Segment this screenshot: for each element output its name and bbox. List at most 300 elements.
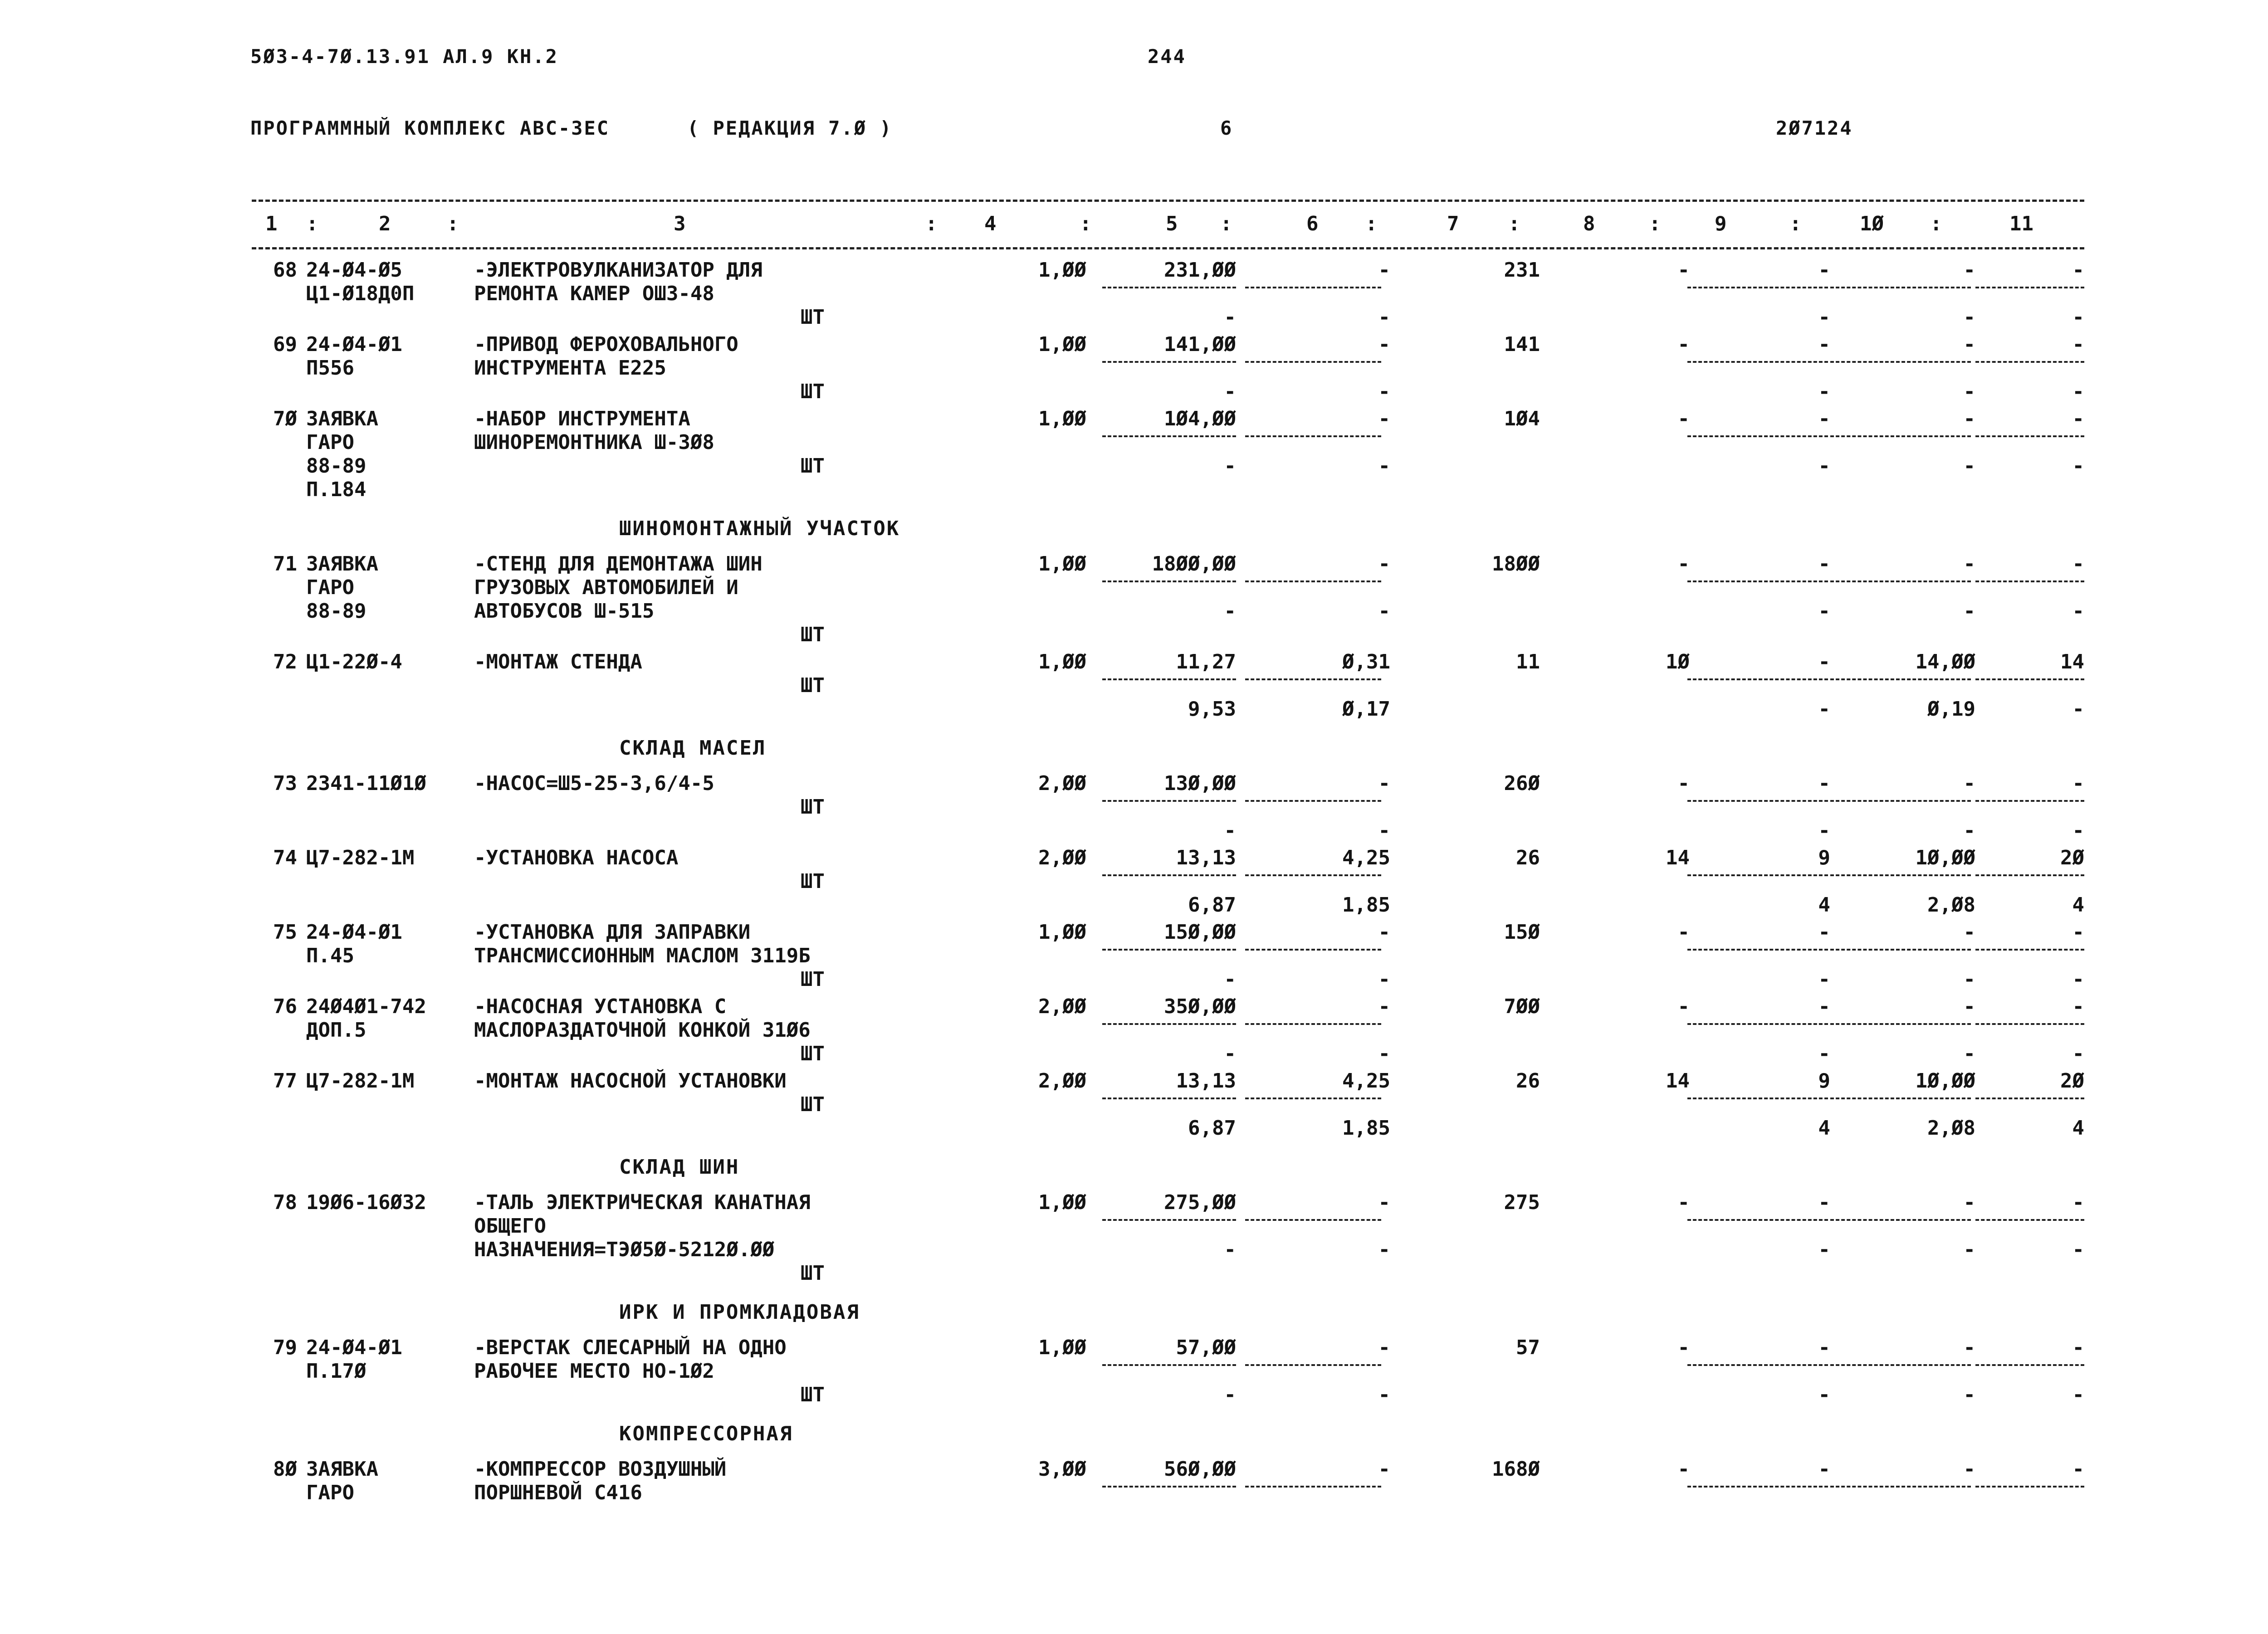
code-line: 24Ø4Ø1-742 <box>306 995 426 1018</box>
code-line: ЗАЯВКА <box>306 1458 378 1481</box>
underline-rule <box>1830 1486 1971 1488</box>
value-b6: - <box>1378 819 1390 842</box>
quantity: 2,ØØ <box>1038 995 1086 1018</box>
item-code <box>306 552 456 623</box>
code-line: ГАРО <box>306 1481 354 1504</box>
value-c5: 56Ø,ØØ <box>1164 1458 1236 1481</box>
underline-rule <box>1245 287 1381 288</box>
value-c5: 15Ø,ØØ <box>1164 921 1236 944</box>
value-c8: - <box>1677 552 1690 576</box>
underline-rule <box>1102 800 1236 802</box>
name-line: -МОНТАЖ СТЕНДА <box>474 650 642 673</box>
value-c6: Ø,31 <box>1342 650 1390 673</box>
value-b6: - <box>1378 454 1390 478</box>
item-code <box>306 650 456 674</box>
value-b5: - <box>1224 306 1236 329</box>
underline-rule <box>1975 1486 2084 1488</box>
value-c7: 231 <box>1504 259 1540 282</box>
value-b6: 1,85 <box>1342 893 1390 917</box>
value-b5: - <box>1224 1042 1236 1065</box>
value-c8: - <box>1677 1191 1690 1214</box>
section-title: ШИНОМОНТАЖНЫЙ УЧАСТОК <box>619 517 900 540</box>
underline-rule <box>1687 361 1828 363</box>
section-heading <box>252 1289 2084 1336</box>
code-line: Ц1-Ø18Д0П <box>306 282 415 305</box>
underline-rule <box>1245 1219 1381 1221</box>
unit-label: ШТ <box>801 1383 825 1406</box>
value-c7: 18ØØ <box>1492 552 1540 576</box>
value-c5: 13,13 <box>1176 1069 1236 1093</box>
code-line: ДОП.5 <box>306 1019 367 1042</box>
underline-rule <box>1830 949 1971 951</box>
underline-rule <box>1687 1364 1828 1366</box>
quantity: 2,ØØ <box>1038 846 1086 869</box>
name-line: РЕМОНТА КАМЕР ОШ3-48 <box>474 282 714 305</box>
item-number: 75 <box>273 921 297 944</box>
underline-rule <box>1245 949 1381 951</box>
value-b5: - <box>1224 380 1236 403</box>
column-separator: : <box>306 212 318 235</box>
value-c9: - <box>1818 1458 1830 1481</box>
sheet-code: 2Ø7124 <box>1776 117 1853 139</box>
value-c10: 14,ØØ <box>1915 650 1975 673</box>
column-number: 1 <box>265 212 278 235</box>
code-line: 88-89 <box>306 600 367 623</box>
value-b9: - <box>1818 819 1830 842</box>
section-heading <box>252 725 2084 772</box>
value-c5: 57,ØØ <box>1176 1336 1236 1359</box>
section-title: КОМПРЕССОРНАЯ <box>619 1422 793 1445</box>
value-b10: - <box>1963 1383 1975 1406</box>
column-number: 7 <box>1447 212 1459 235</box>
code-line: П556 <box>306 356 354 380</box>
quantity: 1,ØØ <box>1038 650 1086 673</box>
code-line: 2341-11Ø1Ø <box>306 772 426 795</box>
name-line: -НАБОР ИНСТРУМЕНТА <box>474 407 690 430</box>
name-line: -НАСОСНАЯ УСТАНОВКА С <box>474 995 727 1018</box>
column-number: 11 <box>2009 212 2033 235</box>
unit-label: ШТ <box>801 795 825 819</box>
value-c6: - <box>1378 552 1390 576</box>
underline-rule <box>1830 287 1971 288</box>
unit-label: ШТ <box>801 968 825 991</box>
item-name <box>474 772 973 819</box>
value-c11: - <box>2072 1191 2084 1214</box>
value-b9: - <box>1818 1238 1830 1261</box>
name-line: ИНСТРУМЕНТА Е225 <box>474 356 666 380</box>
quantity: 1,ØØ <box>1038 1191 1086 1214</box>
value-c9: - <box>1818 772 1830 795</box>
item-number: 77 <box>273 1069 297 1093</box>
column-separator: : <box>1649 212 1661 235</box>
item-number: 72 <box>273 650 297 673</box>
code-line: 19Ø6-16Ø32 <box>306 1191 426 1214</box>
underline-rule <box>1975 1023 2084 1025</box>
underline-rule <box>1102 361 1236 363</box>
code-line: ЗАЯВКА <box>306 407 378 430</box>
value-b11: - <box>2072 380 2084 403</box>
value-c11: - <box>2072 1336 2084 1359</box>
doc-code: 5Ø3-4-7Ø.13.91 АЛ.9 КН.2 <box>250 45 558 68</box>
item-number: 73 <box>273 772 297 795</box>
value-c9: - <box>1818 995 1830 1018</box>
value-c5: 13,13 <box>1176 846 1236 869</box>
value-c7: 275 <box>1504 1191 1540 1214</box>
value-c7: 141 <box>1504 333 1540 356</box>
value-c8: - <box>1677 995 1690 1018</box>
name-line: -МОНТАЖ НАСОСНОЙ УСТАНОВКИ <box>474 1069 787 1093</box>
underline-rule <box>1245 1097 1381 1099</box>
underline-rule <box>1245 361 1381 363</box>
value-c6: - <box>1378 995 1390 1018</box>
underline-rule <box>1245 1486 1381 1488</box>
value-c7: 7ØØ <box>1504 995 1540 1018</box>
value-c8: 14 <box>1666 1069 1690 1093</box>
underline-rule <box>1102 1219 1236 1221</box>
value-b11: 4 <box>2072 1117 2084 1140</box>
underline-rule <box>1830 1219 1971 1221</box>
column-separator: : <box>1365 212 1378 235</box>
value-c6: - <box>1378 333 1390 356</box>
value-b9: - <box>1818 600 1830 623</box>
underline-rule <box>1830 435 1971 437</box>
item-name <box>474 1069 973 1117</box>
underline-rule <box>1245 580 1381 582</box>
column-separator: : <box>447 212 459 235</box>
section-heading <box>252 1144 2084 1191</box>
item-name <box>474 1458 973 1505</box>
unit-label: ШТ <box>801 454 825 478</box>
table-row <box>252 846 2084 921</box>
item-code <box>306 846 456 870</box>
value-c5: 13Ø,ØØ <box>1164 772 1236 795</box>
value-c5: 231,ØØ <box>1164 259 1236 282</box>
underline-rule <box>1830 874 1971 876</box>
value-b11: - <box>2072 1042 2084 1065</box>
item-name <box>474 650 973 697</box>
item-code <box>306 407 456 502</box>
value-c11: 2Ø <box>2060 846 2084 869</box>
value-b11: - <box>2072 454 2084 478</box>
column-separator: : <box>925 212 938 235</box>
value-c7: 11 <box>1516 650 1540 673</box>
value-b10: - <box>1963 454 1975 478</box>
underline-rule <box>1245 874 1381 876</box>
quantity: 3,ØØ <box>1038 1458 1086 1481</box>
unit-label: ШТ <box>801 623 825 646</box>
underline-rule <box>1102 949 1236 951</box>
underline-rule <box>1975 949 2084 951</box>
section-title: СКЛАД МАСЕЛ <box>619 737 767 760</box>
underline-rule <box>1830 678 1971 680</box>
underline-rule <box>1975 435 2084 437</box>
underline-rule <box>1830 1364 1971 1366</box>
value-b9: - <box>1818 306 1830 329</box>
underline-rule <box>1245 1364 1381 1366</box>
item-name <box>474 921 973 991</box>
code-line: П.184 <box>306 478 367 501</box>
value-c8: - <box>1677 407 1690 430</box>
table-row <box>252 1191 2084 1289</box>
item-number: 74 <box>273 846 297 869</box>
value-c7: 1Ø4 <box>1504 407 1540 430</box>
table-row <box>252 1069 2084 1144</box>
value-c6: - <box>1378 772 1390 795</box>
estimate-table <box>252 259 2084 1532</box>
item-number: 8Ø <box>273 1458 297 1481</box>
name-line: -НАСОС=Ш5-25-3,6/4-5 <box>474 772 714 795</box>
section-title: ИРК И ПРОМКЛАДОВАЯ <box>619 1301 860 1324</box>
underline-rule <box>1975 678 2084 680</box>
item-name <box>474 552 973 647</box>
value-b6: - <box>1378 600 1390 623</box>
value-b9: 4 <box>1818 1117 1830 1140</box>
value-c10: - <box>1963 921 1975 944</box>
page-number: 244 <box>1148 45 1186 68</box>
item-code <box>306 772 456 795</box>
column-separator: : <box>1789 212 1802 235</box>
name-line: -ВЕРСТАК СЛЕСАРНЫЙ НА ОДНО <box>474 1336 787 1359</box>
name-line: АВТОБУСОВ Ш-515 <box>474 600 655 623</box>
code-line: ГАРО <box>306 431 354 454</box>
value-c8: - <box>1677 921 1690 944</box>
underline-rule <box>1245 678 1381 680</box>
underline-rule <box>1830 361 1971 363</box>
item-name <box>474 259 973 329</box>
value-c9: 9 <box>1818 1069 1830 1093</box>
value-b11: - <box>2072 306 2084 329</box>
underline-rule <box>1102 287 1236 288</box>
value-c5: 1Ø4,ØØ <box>1164 407 1236 430</box>
value-c11: - <box>2072 1458 2084 1481</box>
table-row <box>252 650 2084 725</box>
value-c8: - <box>1677 772 1690 795</box>
unit-label: ШТ <box>801 870 825 893</box>
column-number: 5 <box>1166 212 1178 235</box>
table-row <box>252 259 2084 333</box>
name-line: МАСЛОРАЗДАТОЧНОЙ КОНКОЙ 31Ø6 <box>474 1019 811 1042</box>
underline-rule <box>1245 1023 1381 1025</box>
table-row <box>252 1336 2084 1410</box>
sheet-number: 6 <box>1220 117 1233 139</box>
value-c6: - <box>1378 1458 1390 1481</box>
underline-rule <box>1687 435 1828 437</box>
value-c10: - <box>1963 552 1975 576</box>
value-c6: - <box>1378 259 1390 282</box>
item-code <box>306 333 456 380</box>
code-line: Ц1-22Ø-4 <box>306 650 402 673</box>
quantity: 1,ØØ <box>1038 921 1086 944</box>
value-b5: - <box>1224 1383 1236 1406</box>
value-c6: - <box>1378 1191 1390 1214</box>
value-c10: - <box>1963 1191 1975 1214</box>
code-line: 24-Ø4-Ø5 <box>306 259 402 282</box>
value-c11: 2Ø <box>2060 1069 2084 1093</box>
underline-rule <box>1975 580 2084 582</box>
value-c7: 168Ø <box>1492 1458 1540 1481</box>
value-c5: 18ØØ,ØØ <box>1152 552 1236 576</box>
value-c9: - <box>1818 650 1830 673</box>
value-b9: - <box>1818 380 1830 403</box>
unit-label: ШТ <box>801 1042 825 1065</box>
unit-label: ШТ <box>801 674 825 697</box>
top-rule <box>252 200 2084 202</box>
value-b5: - <box>1224 600 1236 623</box>
value-c11: - <box>2072 772 2084 795</box>
value-c8: 14 <box>1666 846 1690 869</box>
underline-rule <box>1687 287 1828 288</box>
table-row <box>252 1458 2084 1532</box>
underline-rule <box>1687 678 1828 680</box>
item-name <box>474 846 973 893</box>
value-b5: 6,87 <box>1188 893 1236 917</box>
underline-rule <box>1830 580 1971 582</box>
underline-rule <box>1102 580 1236 582</box>
item-number: 68 <box>273 259 297 282</box>
code-line: П.17Ø <box>306 1360 367 1383</box>
underline-rule <box>1975 287 2084 288</box>
quantity: 1,ØØ <box>1038 333 1086 356</box>
item-number: 76 <box>273 995 297 1018</box>
underline-rule <box>1687 800 1828 802</box>
name-line: -УСТАНОВКА НАСОСА <box>474 846 679 869</box>
underline-rule <box>1687 580 1828 582</box>
value-c5: 275,ØØ <box>1164 1191 1236 1214</box>
value-c9: - <box>1818 1191 1830 1214</box>
underline-rule <box>1102 1486 1236 1488</box>
value-b5: - <box>1224 1238 1236 1261</box>
value-c9: - <box>1818 407 1830 430</box>
value-c8: - <box>1677 333 1690 356</box>
item-number: 79 <box>273 1336 297 1359</box>
code-line: ГАРО <box>306 576 354 599</box>
item-number: 69 <box>273 333 297 356</box>
section-heading <box>252 1410 2084 1458</box>
value-c10: - <box>1963 259 1975 282</box>
value-b11: - <box>2072 968 2084 991</box>
value-c9: - <box>1818 1336 1830 1359</box>
item-code <box>306 921 456 968</box>
code-line: 24-Ø4-Ø1 <box>306 921 402 944</box>
table-row <box>252 921 2084 995</box>
column-separator: : <box>1220 212 1232 235</box>
column-number: 6 <box>1306 212 1319 235</box>
code-line: 24-Ø4-Ø1 <box>306 1336 402 1359</box>
name-line: ТРАНСМИССИОННЫМ МАСЛОМ 3119Б <box>474 944 811 967</box>
column-separator: : <box>1930 212 1942 235</box>
value-c7: 26 <box>1516 846 1540 869</box>
value-b11: - <box>2072 819 2084 842</box>
underline-rule <box>1975 1219 2084 1221</box>
underline-rule <box>1975 361 2084 363</box>
column-number: 4 <box>984 212 997 235</box>
value-c7: 57 <box>1516 1336 1540 1359</box>
underline-rule <box>1975 1097 2084 1099</box>
value-b9: - <box>1818 697 1830 721</box>
item-code <box>306 1191 456 1215</box>
edition: ( РЕДАКЦИЯ 7.Ø ) <box>687 117 893 139</box>
unit-label: ШТ <box>801 380 825 403</box>
underline-rule <box>1245 800 1381 802</box>
value-b9: 4 <box>1818 893 1830 917</box>
name-line: -ПРИВОД ФЕРОХОВАЛЬНОГО <box>474 333 738 356</box>
value-c10: - <box>1963 1458 1975 1481</box>
name-line: ОБЩЕГО <box>474 1215 546 1238</box>
underline-rule <box>1102 874 1236 876</box>
section-title: СКЛАД ШИН <box>619 1156 740 1179</box>
header-rule <box>252 247 2084 249</box>
value-c6: - <box>1378 407 1390 430</box>
item-name <box>474 995 973 1066</box>
quantity: 1,ØØ <box>1038 407 1086 430</box>
underline-rule <box>1245 435 1381 437</box>
value-c10: - <box>1963 995 1975 1018</box>
name-line: НАЗНАЧЕНИЯ=ТЭØ5Ø-5212Ø.ØØ <box>474 1238 775 1261</box>
underline-rule <box>1687 874 1828 876</box>
quantity: 1,ØØ <box>1038 259 1086 282</box>
table-row <box>252 333 2084 407</box>
value-b10: - <box>1963 380 1975 403</box>
underline-rule <box>1687 1023 1828 1025</box>
value-b6: - <box>1378 306 1390 329</box>
name-line: -ЭЛЕКТРОВУЛКАНИЗАТОР ДЛЯ <box>474 259 763 282</box>
value-c9: - <box>1818 259 1830 282</box>
underline-rule <box>1102 1097 1236 1099</box>
underline-rule <box>1102 1364 1236 1366</box>
value-b6: - <box>1378 1383 1390 1406</box>
column-number: 9 <box>1715 212 1727 235</box>
unit-label: ШТ <box>801 306 825 329</box>
value-b10: - <box>1963 819 1975 842</box>
unit-label: ШТ <box>801 1093 825 1116</box>
value-b5: - <box>1224 968 1236 991</box>
value-b9: - <box>1818 1383 1830 1406</box>
name-line: ПОРШНЕВОЙ С416 <box>474 1481 642 1504</box>
value-c9: - <box>1818 552 1830 576</box>
value-b6: Ø,17 <box>1342 697 1390 721</box>
item-name <box>474 407 973 478</box>
item-code <box>306 259 456 306</box>
quantity: 1,ØØ <box>1038 1336 1086 1359</box>
value-b10: - <box>1963 968 1975 991</box>
value-b11: - <box>2072 697 2084 721</box>
item-name <box>474 1336 973 1407</box>
item-name <box>474 1191 973 1285</box>
value-c11: - <box>2072 921 2084 944</box>
value-b9: - <box>1818 454 1830 478</box>
value-c10: 1Ø,ØØ <box>1915 1069 1975 1093</box>
item-number: 71 <box>273 552 297 576</box>
section-heading <box>252 505 2084 552</box>
underline-rule <box>1975 1364 2084 1366</box>
column-number: 1Ø <box>1860 212 1884 235</box>
value-b6: 1,85 <box>1342 1117 1390 1140</box>
value-b9: - <box>1818 1042 1830 1065</box>
value-b6: - <box>1378 1238 1390 1261</box>
value-c6: 4,25 <box>1342 846 1390 869</box>
value-c8: - <box>1677 1336 1690 1359</box>
value-b10: - <box>1963 600 1975 623</box>
code-line: П.45 <box>306 944 354 967</box>
name-line: -ТАЛЬ ЭЛЕКТРИЧЕСКАЯ КАНАТНАЯ <box>474 1191 811 1214</box>
value-c10: - <box>1963 1336 1975 1359</box>
value-c5: 141,ØØ <box>1164 333 1236 356</box>
value-b10: - <box>1963 306 1975 329</box>
value-c6: 4,25 <box>1342 1069 1390 1093</box>
code-line: 88-89 <box>306 454 367 478</box>
column-numbers <box>252 212 2084 239</box>
quantity: 2,ØØ <box>1038 772 1086 795</box>
